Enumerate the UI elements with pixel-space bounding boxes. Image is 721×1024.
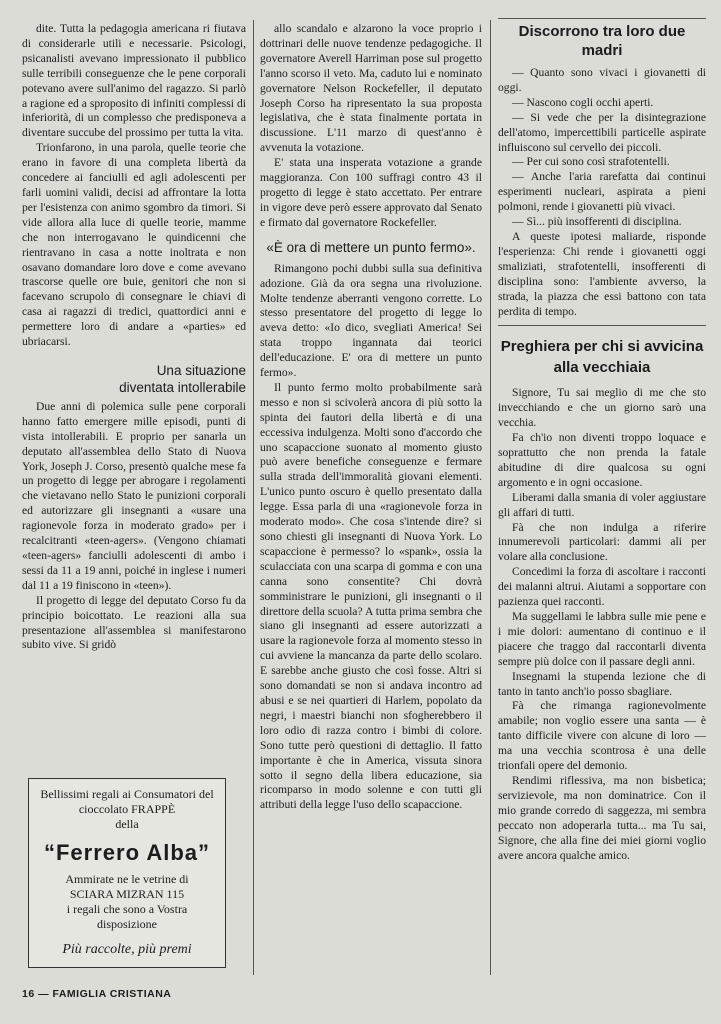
advertisement-box bbox=[28, 778, 226, 968]
paragraph: — Nascono cogli occhi aperti. bbox=[512, 95, 654, 109]
paragraph: — Sì... più insofferenti di disciplina. bbox=[512, 215, 682, 229]
paragraph: Fà che rimanga ragionevolmente amabile; non voglio essere una santa — è tanto difficile vivere con alcune di loro — ma una vecchia scontrosa è una delle trionfali opere del demonio. bbox=[498, 699, 706, 773]
section-heading bbox=[498, 336, 706, 378]
ad-brand: “Ferrero Alba” bbox=[43, 840, 210, 865]
paragraph: Signore, Tu sai meglio di me che sto invecchiando e che un giorno sarò una vecchia. bbox=[498, 386, 706, 430]
paragraph: Ma suggellami le labbra sulle mie pene e i mie dolori: aumentano di continuo e il piacere che traggo dal raccontarli diventa sempre più dolce con il passare degli anni. bbox=[498, 610, 706, 668]
paragraph: A queste ipotesi maliarde, risponde l'esperienza: Chi rende i giovanetti oggi smaliziati, strafotentelli, insofferenti di disciplina sono: l'ambiente avverso, la strada, la piazza che essi battono con tata perdita di tempo. bbox=[498, 229, 706, 318]
subheading: «È ora di mettere un punto fermo». bbox=[266, 239, 476, 255]
paragraph: — Quanto sono vivaci i giovanetti di oggi. bbox=[498, 66, 706, 94]
paragraph: Rimangono pochi dubbi sulla sua definitiva adozione. Già da ora segna una rivoluzione. Molte tendenze aberranti vengono corrette. Lo stesso presentatore del progetto di legge lo aveva detto: «Io dico, svegliati America! Sei stata troppo ingannata dai teorici dell'educazione. E' ora di mettere un punto fermo». bbox=[260, 261, 482, 380]
paragraph: Il progetto di legge del deputato Corso fu da principio boicottato. Le reazioni alla sua presentazione all'assemblea si manifestarono subito vive. Si gridò bbox=[22, 593, 246, 652]
paragraph: allo scandalo e alzarono la voce proprio i dottrinari delle nuove tendenze pedagogiche. Il governatore Averell Harriman pose sul progetto l'anno scorso il veto. Ma, caduto lui e nominato governatore Nelson Rockefeller, il deputato Joseph Corso ha ripresentato la sua proposta legislativa, che è stata finalmente portata in discussione. L'11 marzo di quest'anno è avvenuta la votazione. bbox=[260, 22, 482, 155]
paragraph: dite. Tutta la pedagogia americana ri fiutava di considerarle utili e necessarie. Psicologi, psicanalisti avevano impressionato il pubblico sulle terribili conseguenze che le pene corporali potevano avere sull'animo del ragazzo. Si parlò a ragione ed a sproposito di infiniti complessi di inferiorità, di un complesso che predisponeva a diventare succube del prossimo per tutta la vita. bbox=[22, 22, 246, 140]
paragraph: Trionfarono, in una parola, quelle teorie che erano in favore di una completa libertà da concedere ai fanciulli ed agli adolescenti per farli uomini validi, decisi ad affrontare la lotta per l'esistenza con animo sgombro da timori. Si vide allora alla luce di quelle teorie, mamme che non interrogavano le quindicenni che rientravano in casa a notte inoltrata e non osavano domandare loro dove e come avevano trascorse quelle ore buie, genitori che non si facevano scrupolo di consegnare le chiavi di casa ai ragazzi di tredici, quattordici anni e permettere loro di andare a «parties» ed ubriacarsi. bbox=[22, 141, 246, 349]
paragraph: Liberami dalla smania di voler aggiustare gli affari di tutti. bbox=[498, 490, 706, 519]
paragraph: — Anche l'aria rarefatta dai continui esperimenti nucleari, aspirata a pieni polmoni, rende i giovanetti più vivaci. bbox=[498, 170, 706, 214]
article-column-1 bbox=[22, 22, 246, 653]
paragraph: Rendimi riflessiva, ma non bisbetica; servizievole, ma non dominatrice. Con il mio grande corredo di saggezza, mi sembra peccato non adoperarla tutta... ma Tu sai, Signore, che alla fine dei miei giorni voglio avere ancora qualche amico. bbox=[498, 773, 706, 862]
ad-line: Bellissimi regali ai Consumatori del cioccolato FRAPPÈ bbox=[40, 787, 214, 816]
ad-line: della bbox=[115, 817, 139, 831]
paragraph: Due anni di polemica sulle pene corporali hanno fatto emergere mille episodi, punti di vista intollerabili. E proprio per sanarla un deputato all'assemblea dello Stato di Nuova York, Joseph J. Corso, presentò qualche mese fa un progetto di legge per abrogare i regolamenti che vietavano nello Stato le punizioni corporali ed autorizzare gli insegnanti a «usare una ragionevole forza in moderato grado» per i recalcitranti «teen-agers». (Vengono chiamati «teen-agers» fanciulli adolescenti di ambo i sessi da 11 a 19 anni, poiché in inglese i numeri dal 11 a 19 finiscono in «teen»). bbox=[22, 399, 246, 592]
subheading bbox=[22, 362, 246, 396]
page-footer: 16 — FAMIGLIA CRISTIANA bbox=[22, 988, 172, 1000]
paragraph: Concedimi la forza di ascoltare i racconti dei malanni altrui. Aiutami a sopportare con pazienza quei racconti. bbox=[498, 565, 706, 609]
ad-slogan: Più raccolte, più premi bbox=[62, 942, 192, 957]
subheading-line-2: diventata intollerabile bbox=[119, 379, 246, 395]
section-heading-line-2: alla vecchiaia bbox=[553, 359, 651, 377]
ad-address: SCIARA MIZRAN 115 bbox=[69, 887, 185, 901]
ad-line: i regali che sono a Vostra disposizione bbox=[66, 902, 188, 931]
section-heading: Discorrono tra loro due madri bbox=[518, 23, 686, 59]
box-top-rule bbox=[498, 18, 706, 19]
section-rule bbox=[498, 325, 706, 326]
column-divider-right bbox=[490, 20, 491, 975]
paragraph: — Per cui sono così strafotentelli. bbox=[512, 155, 670, 169]
article-column-3 bbox=[498, 22, 706, 863]
paragraph: Fa ch'io non diventi troppo loquace e soprattutto che non prenda la fatale abitudine di dire qualcosa su ogni argomento e in ogni occasione. bbox=[498, 431, 706, 489]
paragraph: E' stata una insperata votazione a grande maggioranza. Con 100 suffragi contro 43 il progetto di legge è stato accettato. Per entrare in vigore deve però essere approvato dal Senato e firmato dal governatore Rockefeller. bbox=[260, 156, 482, 229]
paragraph: — Si vede che per la disintegrazione dell'atomo, impercettibili particelle aspirate influiscono sul cervello dei piccoli. bbox=[498, 110, 706, 154]
section-heading-line-1: Preghiera per chi si avvicina bbox=[500, 338, 704, 356]
article-column-2 bbox=[260, 22, 482, 813]
ad-line: Ammirate ne le vetrine di bbox=[65, 872, 189, 886]
paragraph: Insegnami la stupenda lezione che di tanto in tanto anch'io posso sbagliare. bbox=[498, 669, 706, 698]
subheading-line-1: Una situazione bbox=[156, 362, 246, 378]
paragraph: Fà che non indulga a riferire innumerevoli particolari: dammi ali per volare alla conclusione. bbox=[498, 520, 706, 564]
paragraph: Il punto fermo molto probabilmente sarà messo e non si scivolerà ancora di più sotto la spinta dei fautori della libertà e di una eccessiva indulgenza. Molti sono d'accordo che uno scapaccione suonato al momento giusto può avere benefiche conseguenze e fermare sulla strada dell'immoralità giovani elementi. L'unico punto oscuro è quello presentato dalla legge. Essa parla di una «ragionevole forza in moderato modo». Che cosa s'intende dire? si sono chiesti gli insegnanti di Nuova York. Lo scapaccione è permesso? lo «spank», ossia la sculacciata con una scarpa di gomma e con una canna sono consentite? Chi dovrà somministrare le punizioni, gli insegnanti o il direttore della scuola? A tutta prima sembra che siano gli insegnanti ad essere autorizzati a usare la ragionevole forza al momento stesso in cui avviene la mancanza da parte dello scolaro. E sarebbe anche giusto che così fosse. Altri si sono domandati se non si andava incontro ad abusi e se nei quartieri di Harlem, popolato da negri, i maestri bianchi non sfogherebbero il loro odio di razza contro i bimbi di colore. Sono tutte però questioni di dettaglio. Il fatto importante è che in America, vissuta sinora sotto il segno della libera educazione, sia ricomparso in modo solenne e con tutti gli attributi della legge l'uso dello scapaccione. bbox=[260, 380, 482, 812]
column-divider-left bbox=[253, 20, 254, 975]
